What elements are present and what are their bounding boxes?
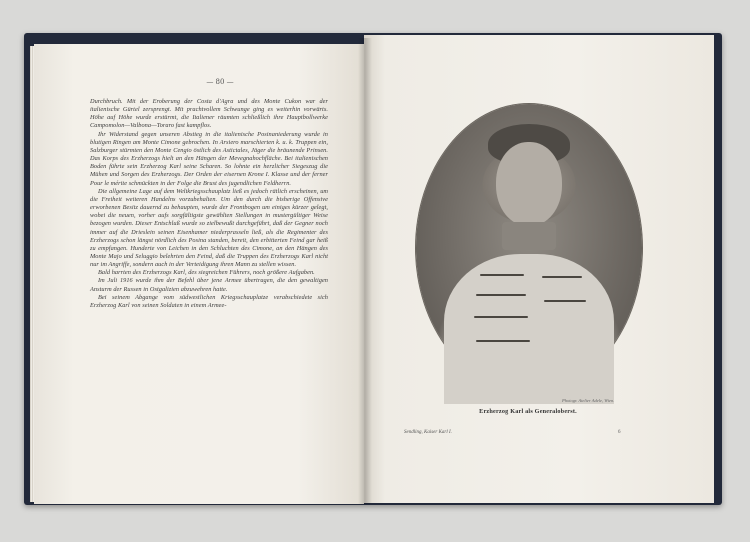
footer-signature: Sendling, Kaiser Karl I. bbox=[404, 430, 452, 435]
uniform-braid bbox=[480, 274, 524, 276]
paragraph: Bald harrten des Erzherzogs Karl, des siegreichen Führers, noch größere Aufgaben. bbox=[98, 269, 315, 277]
paragraph: Ihr Widerstand gegen unseren Abstieg in die italienische Posinaniederung wurde in blutigen Ringen am Monte Cimone gebrochen. In Arsiero marschierten k. u. k. Truppen ein, Salzburger stürmten den Monte Cengio östlich des Astictales, Jäger die bräunende Prinsen. Das Korps des Erzherzogs hielt an den Hängen der Mevegnahochfläche. Bei italienischen Boden führte sein Erzherzog Karl seine Scharen. So lohnte ein herzlicher Siegeszug die Mühen und Sorgen des Erzherzogs. Der Orden der eisernen Krone I. Klasse und der ferner Pour le mérite schmückten in der Folge die Brust des jugendlichen Feldherrn. bbox=[90, 130, 328, 187]
page-number: — 80 — bbox=[206, 78, 234, 86]
portrait-coat bbox=[444, 254, 614, 404]
uniform-braid bbox=[542, 276, 582, 278]
portrait-collar bbox=[502, 222, 556, 250]
uniform-braid bbox=[476, 294, 526, 296]
paragraph: Die allgemeine Lage auf dem Weltkriegsschauplatz ließ es jedoch rätlich erscheinen, um die Freiheit weiteren Handelns vorzubehalten. Um den durch die bisherige Offensive erworbenen Besitz dauernd zu behaupten, wurde der Frontbogen um einiges kürzer gelegt, wobei die neuen, vorher aufs sorgfältigste gewählten Stellungen in mustergültiger Weise bezogen wurden. Dieser Entschluß wurde so zielbewußt durchgeführt, daß der Gegner noch immer auf die Drieslein seinen Eisenhamer niederprasseln ließ, als die Regimenter des Erzherzogs schon längst nördlich des Posina standen, bereit, den erbitterten Feind gar heiß zu empfangen. Hunderte von Leichen in den Schluchten des Cimone, an den Hängen des Monte Majo und Seluggio belehrten den Feind, daß die Truppen des Erzherzogs Karl nicht nur im Angriffe, sondern auch in der Verteidigung ihren Mann zu stellen wissen. bbox=[90, 187, 328, 269]
footer-sheet-number: 6 bbox=[618, 430, 621, 435]
photo-credit: Photogr. Atelier Adele, Wien. bbox=[562, 398, 615, 403]
uniform-braid bbox=[474, 316, 528, 318]
book-gutter bbox=[358, 38, 372, 504]
uniform-braid bbox=[544, 300, 586, 302]
portrait-face bbox=[496, 142, 562, 226]
paragraph: Im Juli 1916 wurde ihm der Befehl über jene Armee übertragen, die den gewaltigen Ansturm der Russen in Ostgalizien abzuwehren hatte. bbox=[90, 277, 328, 293]
paragraph: Durchbruch. Mit der Eroberung der Costa d'Agra und des Monte Cukon war der italienische Gürtel zersprengt. Mit prachtvollem Schwunge ging es weiterhin vorwärts. Höhe auf Höhe wurde erstürmt, die Italiener räumten schließlich ihre Hauptbollwerke Campomolon—Valbona—Toraro fast kampflos. bbox=[90, 98, 328, 130]
portrait-caption: Erzherzog Karl als Generaloberst. bbox=[479, 408, 577, 415]
paragraph: Bei seinem Abgange vom südwestlichen Kriegsschauplatze verabschiedete sich Erzherzog Karl von seinen Soldaten in einem Armee- bbox=[90, 293, 328, 309]
body-text bbox=[90, 98, 328, 310]
portrait-photo bbox=[416, 104, 642, 392]
uniform-braid bbox=[476, 340, 530, 342]
